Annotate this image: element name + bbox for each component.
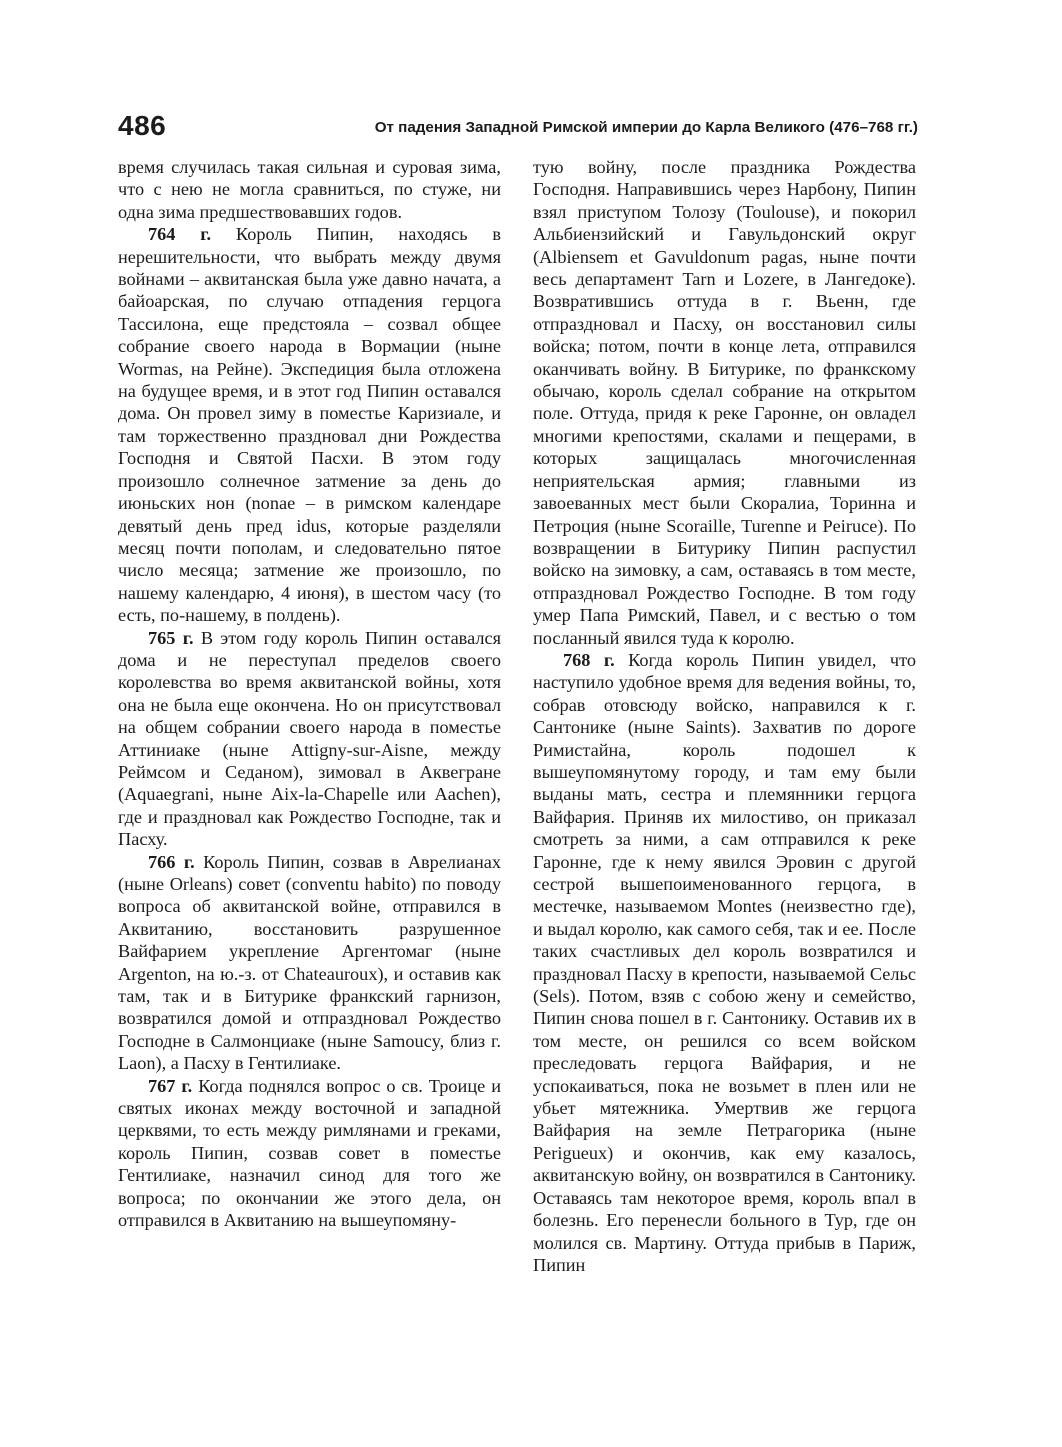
paragraph-text: Король Пипин, созвав в Аврелианах (ныне Orleans) совет (conventu habito) по поводу вопроса об аквитанской войне, отправился в Аквитанию, восстановить разрушенное Вайфарием укрепление Аргентомаг (ныне Argenton, на ю.-з. от Chateauroux), и оставив как там, так и в Битурике франкский гарнизон, возвратился домой и отпраздновал Рождество Господне в Салмонциаке (ныне Samoucy, близ г. Laon), а Пасху в Гентилиаке. (118, 851, 501, 1074)
paragraph-text: Король Пипин, находясь в нерешительности, что выбрать между двумя войнами – аквитанская была уже давно начата, а байоарская, по случаю отпадения герцога Тассилона, еще предстояла – созвал общее собрание своего народа в Вормации (ныне Wormas, на Рейне). Экспедиция была отложена на будущее время, и в этот год Пипин оставался дома. Он провел зиму в поместье Каризиале, и там торжественно праздновал дни Рождества Господня и Святой Пасхи. В этом году произошло солнечное затмение за день до июньских нон (nonae – в римском календаре девятый день пред idus, которые разделяли месяц почти пополам, и следовательно пятое число месяца; затмение же произошло, по нашему календарю, 4 июня), в шестом часу (то есть, по-нашему, в полдень). (118, 224, 501, 626)
paragraph-text: Когда король Пипин увидел, что наступило удобное время для ведения войны, то, собрав отовсюду войско, направился к г. Сантонике (ныне Saints). Захватив по дороге Римистайна, король подошел к вышеупомянутому городу, и там ему были выданы мать, сестра и племянники герцога Вайфария. Приняв их милостиво, он приказал смотреть за ними, а сам отправился к реке Гаронне, где к нему явился Эровин с другой сестрой вышепоименованного герцога, в местечке, называемом Montes (неизвестно где), и выдал королю, как самого себя, так и ее. После таких счастливых дел король возвратился и праздновал Пасху в крепости, называемой Сельс (Sels). Потом, взяв с собою жену и семейство, Пипин снова пошел в г. Сантонику. Оставив их в том месте, он решился со всем войском преследовать герцога Вайфария, и не успокаиваться, пока не возьмет в плен или не убьет мятежника. Умертвив же герцога Вайфария на земле Петрагорика (ныне Perigueux) и окончив, как ему казалось, аквитанскую войну, он возвратился в Сантонику. Оставаясь там некоторое время, король впал в болезнь. Его перенесли больного в Тур, где он молился св. Мартину. Оттуда прибыв в Париж, Пипин (533, 649, 916, 1275)
paragraph-text: время случилась такая сильная и суровая зима, что с нею не могла сравниться, по стуже, ни одна зима предшествовавших годов. (118, 157, 501, 222)
paragraph-text: тую войну, после праздника Рождества Господня. Направившись через Нарбону, Пипин взял приступом Толозу (Toulouse), и покорил Альбиензийский и Гавульдонский округ (Albiensem et Gavuldonum pagas, ныне почти весь департамент Tarn и Lozere, в Лангедоке). Возвратившись оттуда в г. Вьенн, где отпраздновал и Пасху, он восстановил силы войска; потом, почти в конце лета, отправился оканчивать войну. В Битурике, по франкскому обычаю, король сделал собрание на открытом поле. Оттуда, придя к реке Гаронне, он овладел многими крепостями, скалами и пещерами, в которых защищалась многочисленная неприятельская армия; главными из завоеванных мест были Скоралиа, Торинна и Петроция (ныне Scoraille, Turenne и Peiruce). По возвращении в Битурику Пипин распустил войско на зимовку, а сам, оставаясь в том месте, отпраздновал Рождество Господне. В том году умер Папа Римский, Павел, и с вестью о том посланный явился туда к королю. (533, 157, 916, 648)
paragraph (118, 156, 501, 223)
page-number: 486 (118, 110, 167, 141)
left-column (118, 156, 501, 1232)
year-heading: 766 г. (148, 851, 195, 872)
paragraph (118, 627, 501, 851)
year-heading: 767 г. (148, 1075, 193, 1096)
year-heading: 764 г. (148, 224, 212, 245)
page-header (118, 108, 918, 148)
year-heading: 768 г. (563, 649, 615, 670)
paragraph (118, 851, 501, 1075)
paragraph (118, 1075, 501, 1232)
right-column (533, 156, 916, 1276)
paragraph (533, 156, 916, 649)
paragraph (533, 649, 916, 1276)
paragraph-text: Когда поднялся вопрос о св. Троице и святых иконах между восточной и западной церквями, то есть между римлянами и греками, король Пипин, созвав совет в поместье Гентилиаке, назначил синод для того же вопроса; по окончании же этого дела, он отправился в Аквитанию на вышеупомяну- (118, 1075, 501, 1231)
year-heading: 765 г. (148, 627, 194, 648)
paragraph-text: В этом году король Пипин оставался дома и не переступал пределов своего королевства во время аквитанской войны, хотя она не была еще окончена. Но он присутствовал на общем собрании своего народа в поместье Аттиниаке (ныне Attigny-sur-Aisne, между Реймсом и Седаном), зимовал в Аквегране (Aquaegrani, ныне Aix-la-Chapelle или Aachen), где и праздновал как Рождество Господне, так и Пасху. (118, 627, 501, 850)
running-title: От падения Западной Римской империи до Карла Великого (476–768 гг.) (374, 119, 918, 136)
paragraph (118, 223, 501, 626)
